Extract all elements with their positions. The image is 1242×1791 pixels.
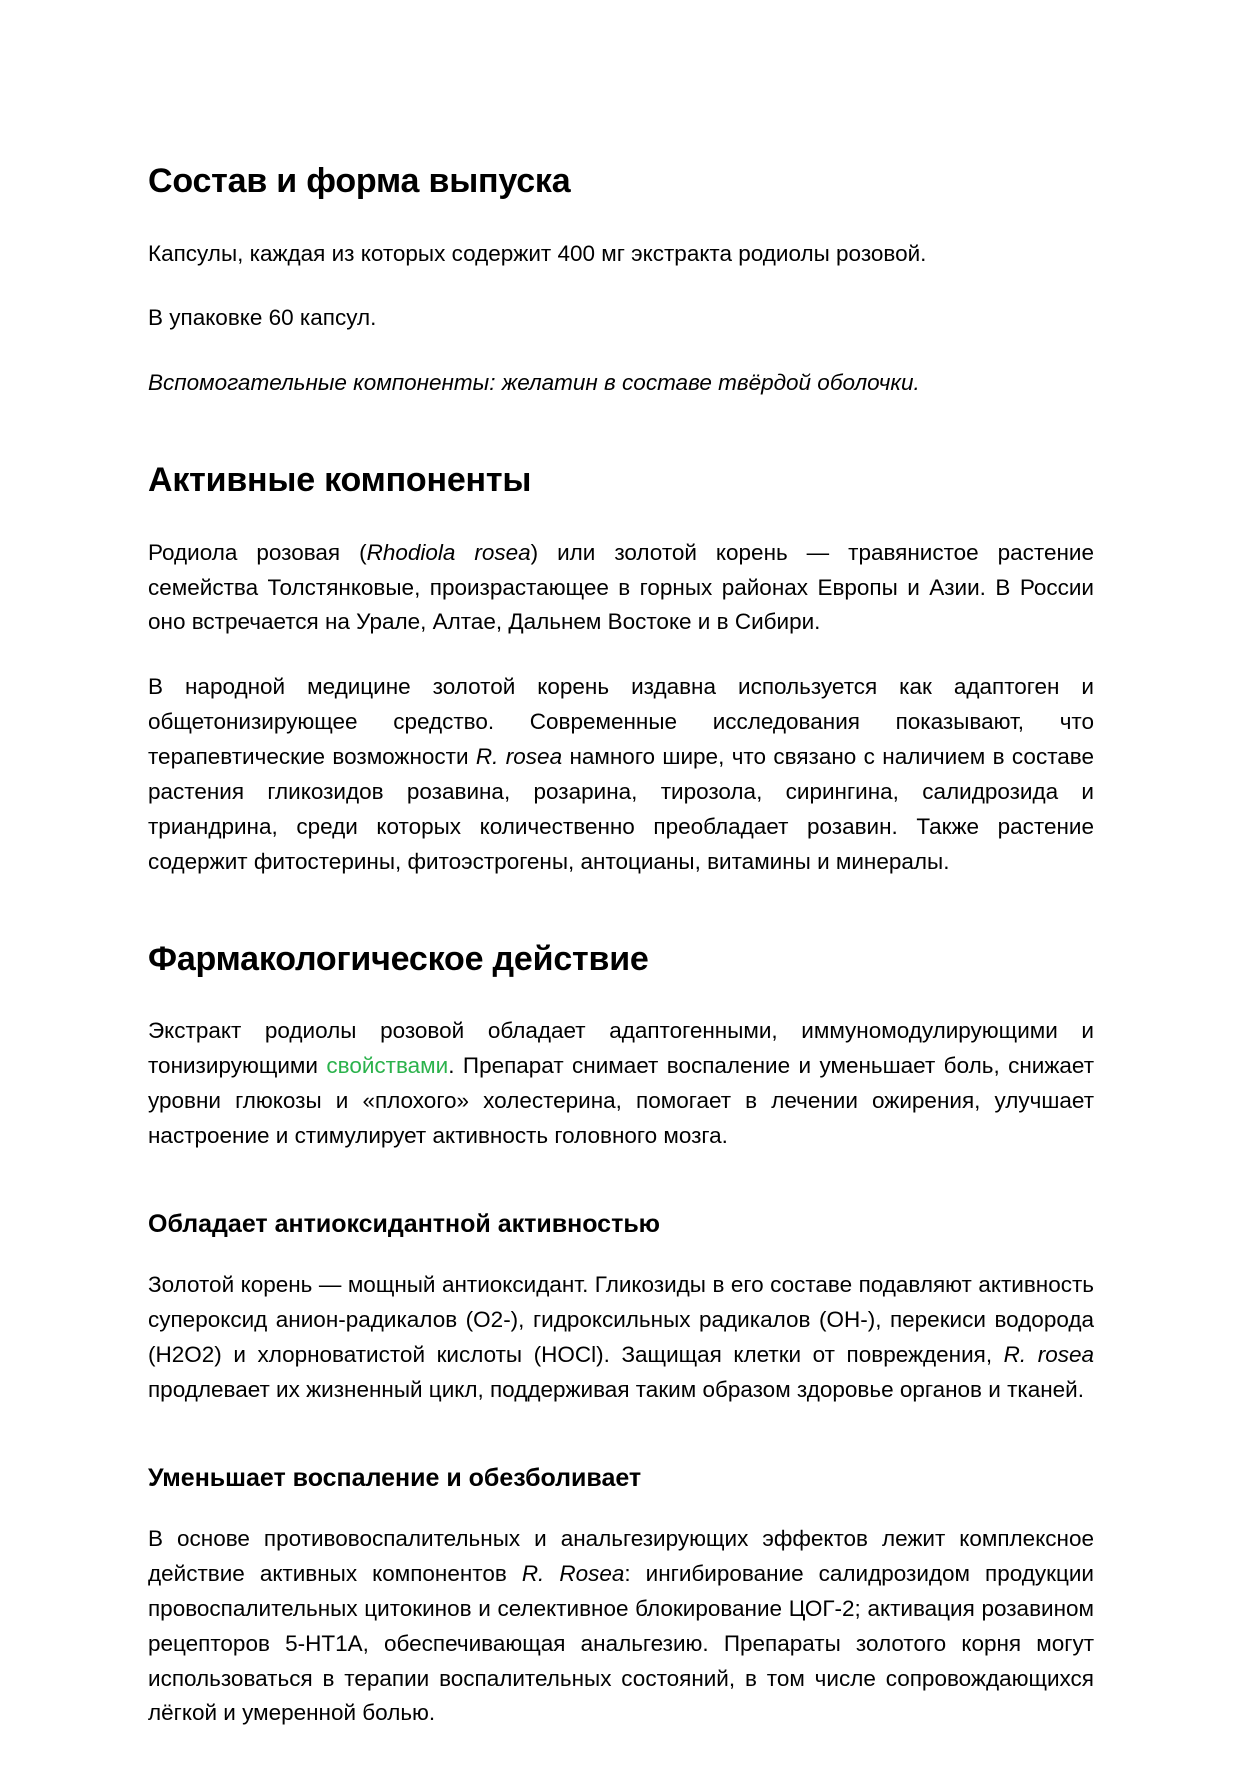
latin-name-rhodiola-rosea: Rhodiola rosea	[366, 539, 531, 565]
paragraph-folk-medicine-use	[148, 670, 1094, 879]
paragraph-package-count: В упаковке 60 капсул.	[148, 305, 377, 331]
text-run: Золотой корень — мощный антиоксидант. Гликозиды в его составе подавляют активность супероксид анион-радикалов (O2-), гидроксильных радикалов (OH-), перекиси водорода (H2O2) и хлорноватистой кислоты (HOCl). Защищая клетки от повреждения,	[148, 1272, 1094, 1367]
text-run: Родиола розовая (	[148, 539, 367, 565]
paragraph-rhodiola-description	[148, 536, 1094, 641]
text-run: : ингибирование салидрозидом продукции провоспалительных цитокинов и селективное блокирование ЦОГ-2; активация розавином рецепторов 5-HT1A, обеспечивающая анальгезию. Препараты золотого корня могут использоваться в терапии воспалительных состояний, в том числе сопровождающихся лёгкой и умеренной болью.	[148, 1560, 1094, 1726]
subheading-anti-inflammatory: Уменьшает воспаление и обезболивает	[148, 1463, 642, 1492]
paragraph-antioxidant-activity	[148, 1268, 1094, 1408]
paragraph-capsule-dose: Капсулы, каждая из которых содержит 400 мг экстракта родиолы розовой.	[148, 240, 927, 266]
heading-aktivnye-komponenty: Активные компоненты	[148, 461, 532, 500]
text-run: . Препарат снимает воспаление и уменьшает боль, снижает уровни глюкозы и «плохого» холестерина, помогает в лечении ожирения, улучшает настроение и стимулирует активность головного мозга.	[148, 1052, 1094, 1148]
text-run: продлевает их жизненный цикл, поддерживая таким образом здоровье органов и тканей.	[148, 1376, 1084, 1402]
paragraph-anti-inflammatory	[148, 1522, 1094, 1731]
paragraph-pharmacological-effects	[148, 1014, 1094, 1154]
link-svoystvami[interactable]: свойствами	[326, 1052, 449, 1078]
heading-farmakologicheskoe-deystvie: Фармакологическое действие	[148, 939, 649, 978]
latin-name-r-rosea: R. rosea	[475, 744, 563, 769]
latin-name-r-rosea: R. Rosea	[521, 1560, 625, 1586]
latin-name-r-rosea: R. rosea	[1003, 1341, 1094, 1367]
subheading-antioxidant-activity: Обладает антиоксидантной активностью	[148, 1209, 661, 1238]
text-run: намного шире, что связано с наличием в составе растения гликозидов розавина, розарина, тирозола, сирингина, салидрозида и триандрина, среди которых количественно преобладает розавин. Также растение содержит фитостерины, фитоэстрогены, антоцианы, витамины и минералы.	[148, 744, 1094, 874]
paragraph-auxiliary-components: Вспомогательные компоненты: желатин в составе твёрдой оболочки.	[148, 370, 920, 396]
text-run: В основе противовоспалительных и анальгезирующих эффектов лежит комплексное действие активных компонентов	[148, 1526, 1094, 1586]
text-run: Экстракт родиолы розовой обладает адаптогенными, иммуномодулирующими и тонизирующими	[148, 1018, 1094, 1078]
heading-sostav-i-forma-vypuska: Состав и форма выпуска	[148, 162, 571, 200]
text-run: В народной медицине золотой корень издавна используется как адаптоген и общетонизирующее средство. Современные исследования показывают, что терапевтические возможности	[148, 674, 1094, 769]
text-run: ) или золотой корень — травянистое растение семейства Толстянковые, произрастающее в горных районах Европы и Азии. В России оно встречается на Урале, Алтае, Дальнем Востоке и в Сибири.	[148, 539, 1095, 635]
document-body	[148, 160, 1094, 1731]
